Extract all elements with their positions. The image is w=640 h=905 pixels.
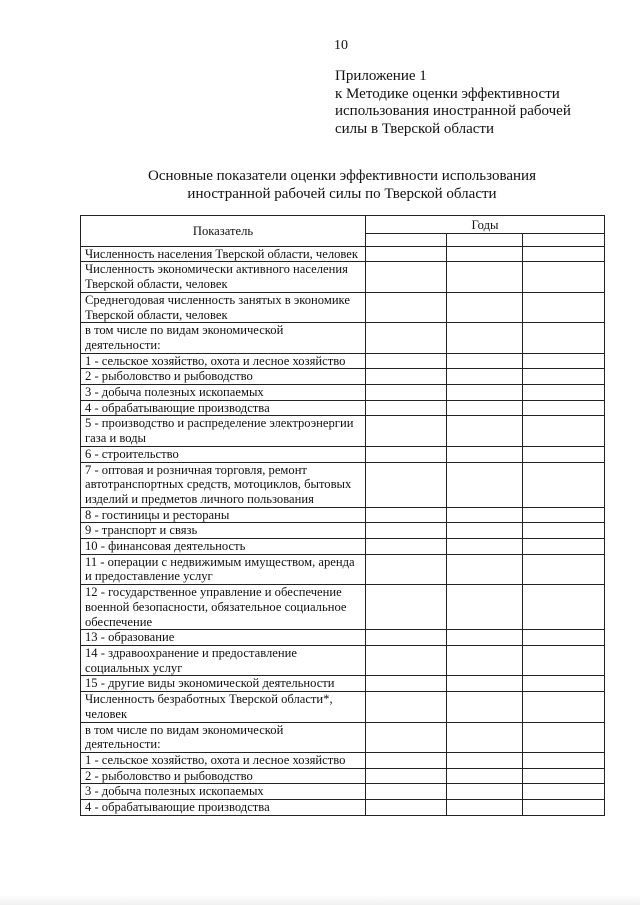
year-value-cell — [366, 676, 447, 692]
indicator-cell: 1 - сельское хозяйство, охота и лесное хозяйство — [81, 353, 366, 369]
year-value-cell — [523, 692, 605, 722]
table-row — [81, 645, 605, 675]
year-value-cell — [366, 800, 447, 816]
year-value-cell — [366, 539, 447, 555]
table-row — [81, 676, 605, 692]
indicator-cell: Численность населения Тверской области, человек — [81, 246, 366, 262]
year-value-cell — [523, 462, 605, 507]
year-value-cell — [366, 400, 447, 416]
year-value-cell — [447, 585, 523, 630]
year-value-cell — [366, 323, 447, 353]
indicator-cell: 9 - транспорт и связь — [81, 523, 366, 539]
year-value-cell — [523, 539, 605, 555]
indicator-cell: 14 - здравоохранение и предоставление социальных услуг — [81, 645, 366, 675]
year-value-cell — [447, 292, 523, 322]
year-value-cell — [523, 800, 605, 816]
table-row — [81, 292, 605, 322]
indicator-cell: 11 - операции с недвижимым имуществом, аренда и предоставление услуг — [81, 554, 366, 584]
year-value-cell — [366, 246, 447, 262]
header-year-2 — [447, 233, 523, 246]
table-row — [81, 400, 605, 416]
table-row — [81, 262, 605, 292]
table-row — [81, 539, 605, 555]
year-value-cell — [366, 585, 447, 630]
year-value-cell — [523, 400, 605, 416]
year-value-cell — [366, 523, 447, 539]
indicator-cell: 6 - строительство — [81, 446, 366, 462]
year-value-cell — [366, 353, 447, 369]
table-row — [81, 416, 605, 446]
year-value-cell — [447, 768, 523, 784]
year-value-cell — [366, 262, 447, 292]
table-header-row — [81, 216, 605, 234]
appendix-line: использования иностранной рабочей — [335, 103, 571, 119]
year-value-cell — [366, 630, 447, 646]
indicator-cell: 15 - другие виды экономической деятельности — [81, 676, 366, 692]
year-value-cell — [523, 507, 605, 523]
year-value-cell — [447, 692, 523, 722]
year-value-cell — [523, 645, 605, 675]
header-year-3 — [523, 233, 605, 246]
indicator-cell: 13 - образование — [81, 630, 366, 646]
year-value-cell — [447, 645, 523, 675]
year-value-cell — [447, 246, 523, 262]
year-value-cell — [366, 554, 447, 584]
year-value-cell — [523, 523, 605, 539]
indicator-cell: 4 - обрабатывающие производства — [81, 800, 366, 816]
year-value-cell — [523, 585, 605, 630]
year-value-cell — [447, 462, 523, 507]
year-value-cell — [523, 385, 605, 401]
table-row — [81, 768, 605, 784]
year-value-cell — [366, 784, 447, 800]
header-indicator: Показатель — [81, 216, 366, 247]
indicator-cell: Среднегодовая численность занятых в экономике Тверской области, человек — [81, 292, 366, 322]
year-value-cell — [523, 630, 605, 646]
year-value-cell — [447, 722, 523, 752]
indicator-cell: Численность экономически активного населения Тверской области, человек — [81, 262, 366, 292]
year-value-cell — [447, 676, 523, 692]
table-row — [81, 722, 605, 752]
appendix-caption — [335, 68, 625, 138]
year-value-cell — [447, 262, 523, 292]
year-value-cell — [523, 292, 605, 322]
year-value-cell — [523, 784, 605, 800]
year-value-cell — [366, 768, 447, 784]
year-value-cell — [366, 752, 447, 768]
indicator-cell: 3 - добыча полезных ископаемых — [81, 784, 366, 800]
year-value-cell — [366, 507, 447, 523]
indicator-cell: 10 - финансовая деятельность — [81, 539, 366, 555]
table-row — [81, 784, 605, 800]
year-value-cell — [447, 400, 523, 416]
year-value-cell — [366, 692, 447, 722]
indicator-cell: Численность безработных Тверской области*, человек — [81, 692, 366, 722]
year-value-cell — [447, 800, 523, 816]
table-row — [81, 323, 605, 353]
year-value-cell — [447, 446, 523, 462]
year-value-cell — [523, 446, 605, 462]
appendix-line: силы в Тверской области — [335, 120, 495, 137]
table-row — [81, 353, 605, 369]
table-row — [81, 752, 605, 768]
indicator-cell: 2 - рыболовство и рыбоводство — [81, 369, 366, 385]
table-row — [81, 800, 605, 816]
year-value-cell — [523, 676, 605, 692]
year-value-cell — [447, 323, 523, 353]
year-value-cell — [523, 323, 605, 353]
indicator-cell: в том числе по видам экономической деятельности: — [81, 722, 366, 752]
title-line: иностранной рабочей силы по Тверской области — [187, 186, 497, 202]
year-value-cell — [523, 416, 605, 446]
table-row — [81, 385, 605, 401]
table-row — [81, 523, 605, 539]
appendix-line: к Методике оценки эффективности — [335, 85, 560, 102]
header-years: Годы — [366, 216, 605, 234]
year-value-cell — [523, 246, 605, 262]
year-value-cell — [447, 539, 523, 555]
year-value-cell — [447, 554, 523, 584]
table-row — [81, 585, 605, 630]
year-value-cell — [523, 353, 605, 369]
page-number: 10 — [334, 38, 348, 53]
table-row — [81, 554, 605, 584]
year-value-cell — [523, 722, 605, 752]
indicator-cell: 3 - добыча полезных ископаемых — [81, 385, 366, 401]
year-value-cell — [523, 768, 605, 784]
indicator-cell: 4 - обрабатывающие производства — [81, 400, 366, 416]
year-value-cell — [366, 385, 447, 401]
indicator-cell: 1 - сельское хозяйство, охота и лесное хозяйство — [81, 752, 366, 768]
year-value-cell — [366, 722, 447, 752]
header-year-1 — [366, 233, 447, 246]
year-value-cell — [523, 554, 605, 584]
indicator-cell: 12 - государственное управление и обеспечение военной безопасности, обязательное социальное обеспечение — [81, 585, 366, 630]
appendix-line: Приложение 1 — [335, 68, 427, 84]
year-value-cell — [366, 446, 447, 462]
document-title — [80, 167, 604, 203]
year-value-cell — [366, 645, 447, 675]
year-value-cell — [447, 784, 523, 800]
indicator-cell: в том числе по видам экономической деятельности: — [81, 323, 366, 353]
table-row — [81, 692, 605, 722]
year-value-cell — [447, 752, 523, 768]
indicator-cell: 7 - оптовая и розничная торговля, ремонт автотранспортных средств, мотоциклов, бытовых изделий и предметов личного пользования — [81, 462, 366, 507]
table-row — [81, 246, 605, 262]
year-value-cell — [366, 416, 447, 446]
year-value-cell — [447, 369, 523, 385]
indicator-cell: 8 - гостиницы и рестораны — [81, 507, 366, 523]
year-value-cell — [366, 292, 447, 322]
year-value-cell — [523, 262, 605, 292]
year-value-cell — [447, 523, 523, 539]
year-value-cell — [447, 385, 523, 401]
year-value-cell — [447, 507, 523, 523]
table-body — [81, 246, 605, 815]
table-row — [81, 446, 605, 462]
title-line: Основные показатели оценки эффективности использования — [148, 168, 536, 184]
table-row — [81, 507, 605, 523]
indicator-cell: 2 - рыболовство и рыбоводство — [81, 768, 366, 784]
year-value-cell — [523, 369, 605, 385]
year-value-cell — [447, 416, 523, 446]
year-value-cell — [523, 752, 605, 768]
table-row — [81, 369, 605, 385]
indicator-cell: 5 - производство и распределение электроэнергии газа и воды — [81, 416, 366, 446]
scan-edge — [0, 895, 640, 905]
year-value-cell — [447, 630, 523, 646]
table-row — [81, 462, 605, 507]
year-value-cell — [366, 462, 447, 507]
year-value-cell — [366, 369, 447, 385]
table-row — [81, 630, 605, 646]
year-value-cell — [447, 353, 523, 369]
indicators-table — [80, 215, 605, 816]
